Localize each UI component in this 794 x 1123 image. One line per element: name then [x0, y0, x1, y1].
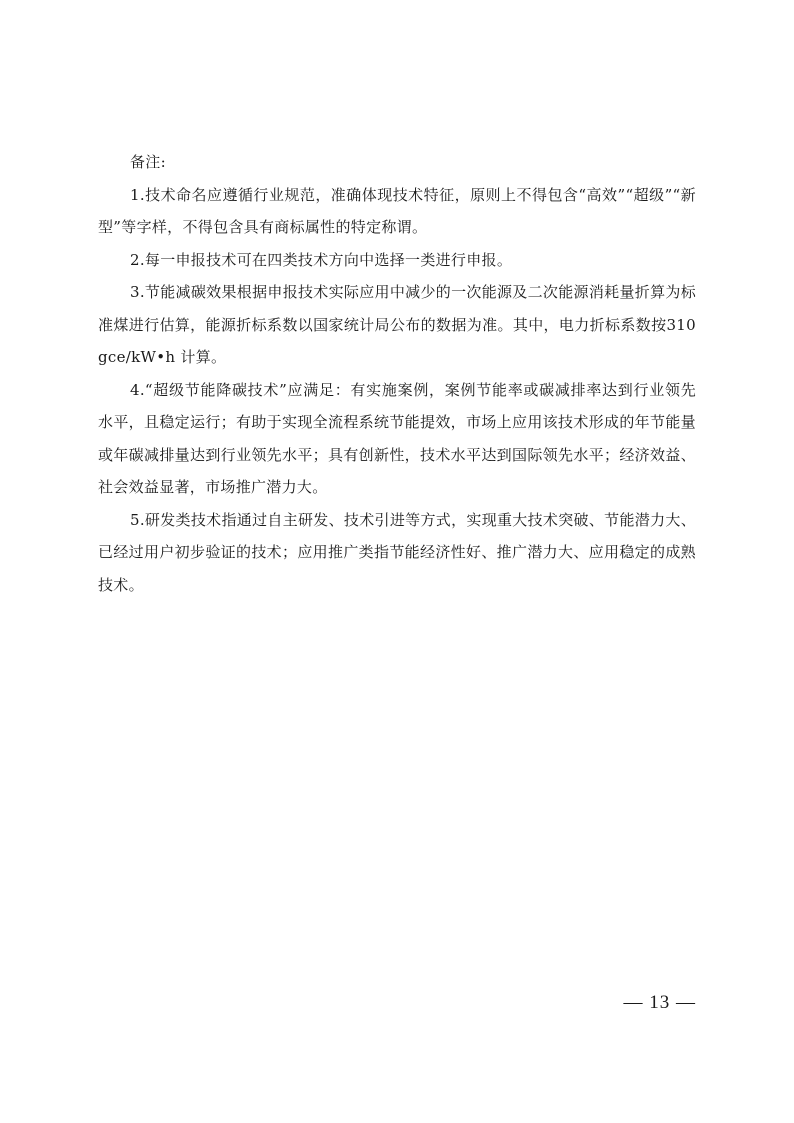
note-item-5: 5.研发类技术指通过自主研发、技术引进等方式，实现重大技术突破、节能潜力大、已经过用户初步验证的技术；应用推广类指节能经济性好、推广潜力大、应用稳定的成熟技术。 [98, 510, 696, 594]
notes-heading: 备注: [130, 153, 166, 171]
note-item-1: 1.技术命名应遵循行业规范，准确体现技术特征，原则上不得包含“高效”“超级”“新型”等字样，不得包含具有商标属性的特定称谓。 [98, 185, 696, 236]
page-number: — 13 — [623, 992, 696, 1013]
note-item-2: 2.每一申报技术可在四类技术方向中选择一类进行申报。 [130, 250, 513, 269]
notes-section [98, 146, 696, 601]
note-item-3: 3.节能减碳效果根据申报技术实际应用中减少的一次能源及二次能源消耗量折算为标准煤进行估算，能源折标系数以国家统计局公布的数据为准。其中，电力折标系数按310gce/kW•h 计算。 [98, 283, 696, 366]
note-item-4: 4.“超级节能降碳技术”应满足：有实施案例，案例节能率或碳减排率达到行业领先水平，且稳定运行；有助于实现全流程系统节能提效，市场上应用该技术形成的年节能量或年碳减排量达到行业领先水平；具有创新性，技术水平达到国际领先水平；经济效益、社会效益显著，市场推广潜力大。 [98, 380, 696, 496]
